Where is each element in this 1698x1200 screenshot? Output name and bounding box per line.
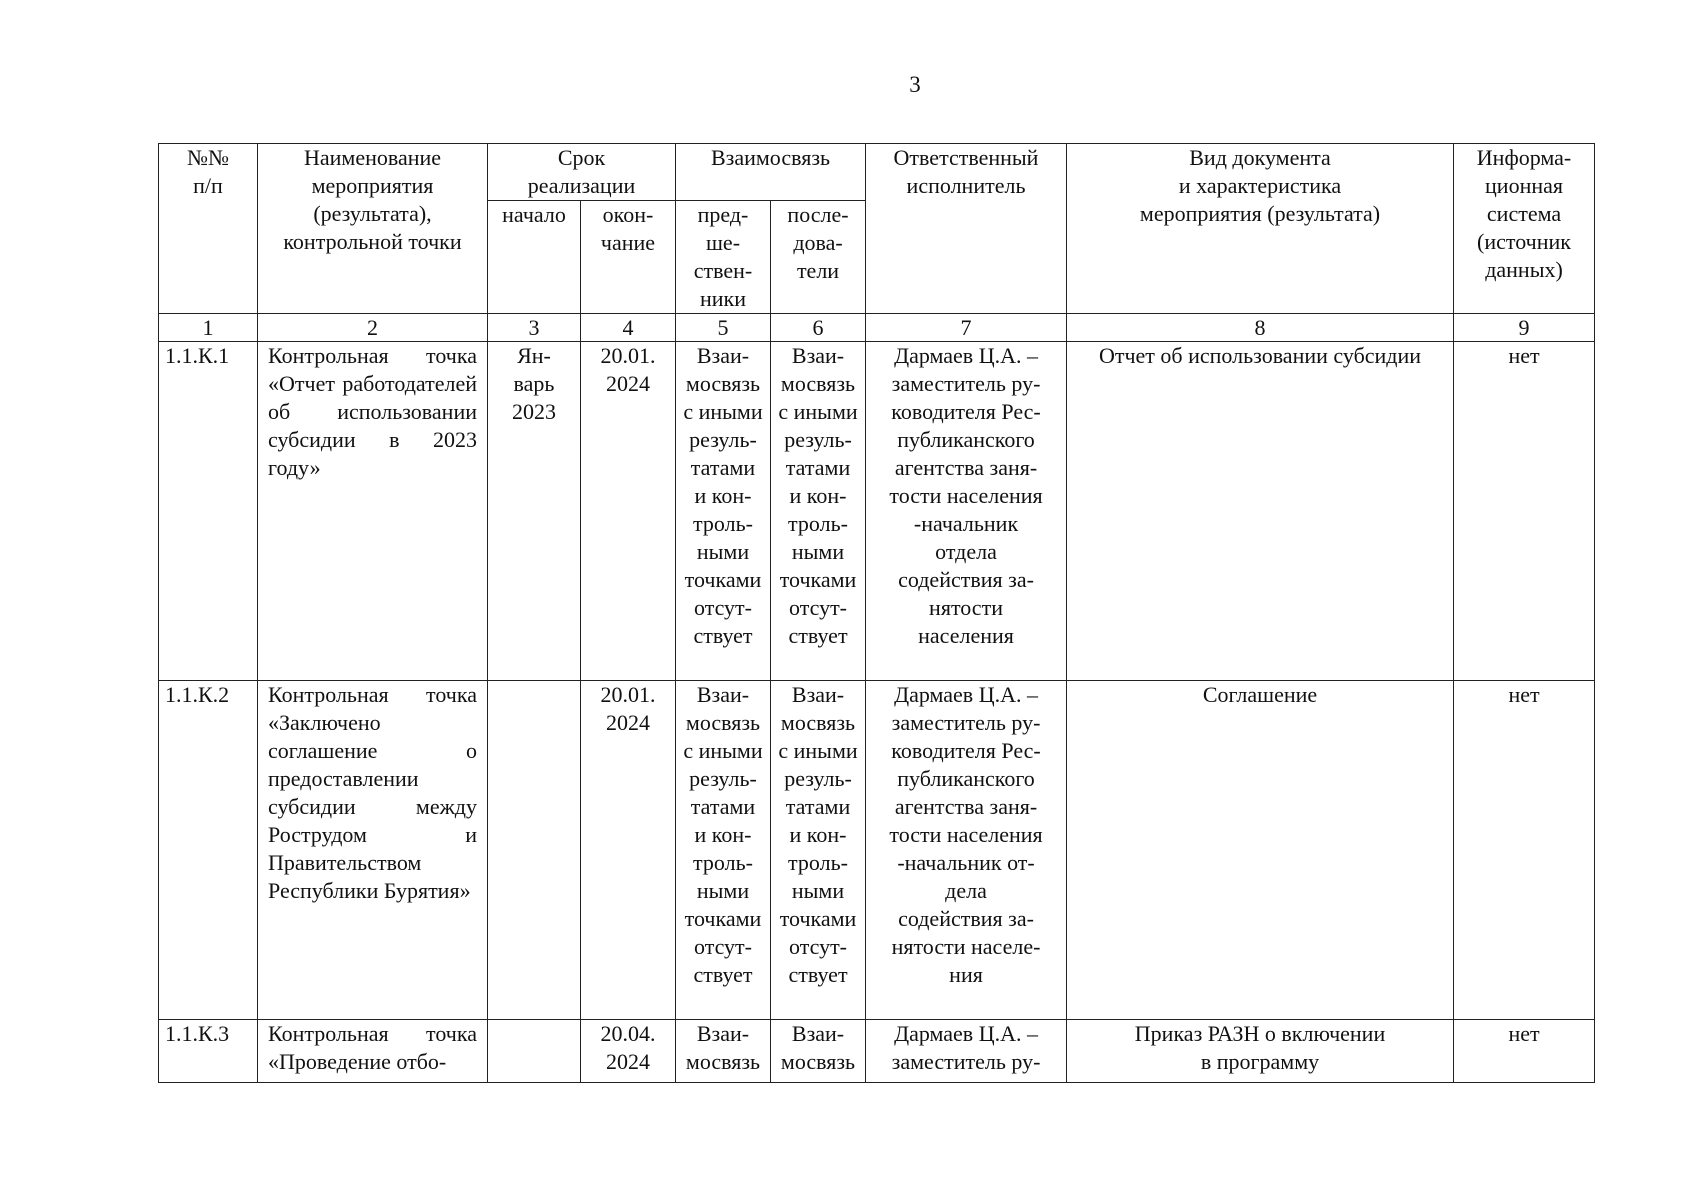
header-start: начало — [488, 201, 581, 314]
column-number: 4 — [581, 314, 676, 342]
row-responsible: Дармаев Ц.А. – заместитель ру- ководителя Рес- публиканского агентства заня- тости населения -начальник от- дела содействия за- нятости населе- ния — [866, 681, 1067, 1020]
row-name: Контрольная точка «Проведение отбо- — [258, 1020, 488, 1083]
row-name: Контрольная точка «Отчет работодателей об использовании субсидии в 2023 году» — [258, 342, 488, 681]
row-document: Отчет об использовании субсидии — [1067, 342, 1454, 681]
column-numbers-row — [159, 314, 1595, 342]
row-successors: Взаи- мосвязь с иными резуль- татами и кон- троль- ными точками отсут- ствует — [771, 681, 866, 1020]
row-id: 1.1.К.1 — [159, 342, 258, 681]
column-number: 1 — [159, 314, 258, 342]
row-predecessors: Взаи- мосвязь — [676, 1020, 771, 1083]
column-number: 2 — [258, 314, 488, 342]
row-system: нет — [1454, 681, 1595, 1020]
row-system: нет — [1454, 342, 1595, 681]
plan-table — [158, 143, 1595, 1083]
row-predecessors: Взаи- мосвязь с иными резуль- татами и кон- троль- ными точками отсут- ствует — [676, 342, 771, 681]
column-number: 7 — [866, 314, 1067, 342]
column-number: 3 — [488, 314, 581, 342]
row-id: 1.1.К.3 — [159, 1020, 258, 1083]
row-end: 20.01. 2024 — [581, 681, 676, 1020]
row-end: 20.01. 2024 — [581, 342, 676, 681]
row-name: Контрольная точка «Заключено соглашение о предоставлении субсидии между Рострудом и Правительством Республики Бурятия» — [258, 681, 488, 1020]
row-predecessors: Взаи- мосвязь с иными резуль- татами и кон- троль- ными точками отсут- ствует — [676, 681, 771, 1020]
row-document: Приказ РАЗН о включении в программу — [1067, 1020, 1454, 1083]
header-end: окон- чание — [581, 201, 676, 314]
header-responsible: Ответственный исполнитель — [866, 144, 1067, 314]
row-system: нет — [1454, 1020, 1595, 1083]
row-document: Соглашение — [1067, 681, 1454, 1020]
header-predecessors: пред- ше- ствен- ники — [676, 201, 771, 314]
table-row — [159, 342, 1595, 681]
header-term: Срок реализации — [488, 144, 676, 201]
row-successors: Взаи- мосвязь — [771, 1020, 866, 1083]
row-successors: Взаи- мосвязь с иными резуль- татами и кон- троль- ными точками отсут- ствует — [771, 342, 866, 681]
table-row — [159, 681, 1595, 1020]
column-number: 6 — [771, 314, 866, 342]
row-start — [488, 1020, 581, 1083]
row-start: Ян- варь 2023 — [488, 342, 581, 681]
header-document: Вид документа и характеристика мероприятия (результата) — [1067, 144, 1454, 314]
row-responsible: Дармаев Ц.А. – заместитель ру- ководителя Рес- публиканского агентства заня- тости населения -начальник отдела содействия за- нятости населения — [866, 342, 1067, 681]
row-id: 1.1.К.2 — [159, 681, 258, 1020]
column-number: 5 — [676, 314, 771, 342]
row-start — [488, 681, 581, 1020]
column-number: 8 — [1067, 314, 1454, 342]
header-link: Взаимосвязь — [676, 144, 866, 201]
header-system: Информа- ционная система (источник данных) — [1454, 144, 1595, 314]
row-end: 20.04. 2024 — [581, 1020, 676, 1083]
header-name: Наименование мероприятия (результата), контрольной точки — [258, 144, 488, 314]
page-number: 3 — [909, 72, 921, 97]
header-number: №№ п/п — [159, 144, 258, 314]
table-row — [159, 1020, 1595, 1083]
column-number: 9 — [1454, 314, 1595, 342]
header-successors: после- дова- тели — [771, 201, 866, 314]
row-responsible: Дармаев Ц.А. – заместитель ру- — [866, 1020, 1067, 1083]
